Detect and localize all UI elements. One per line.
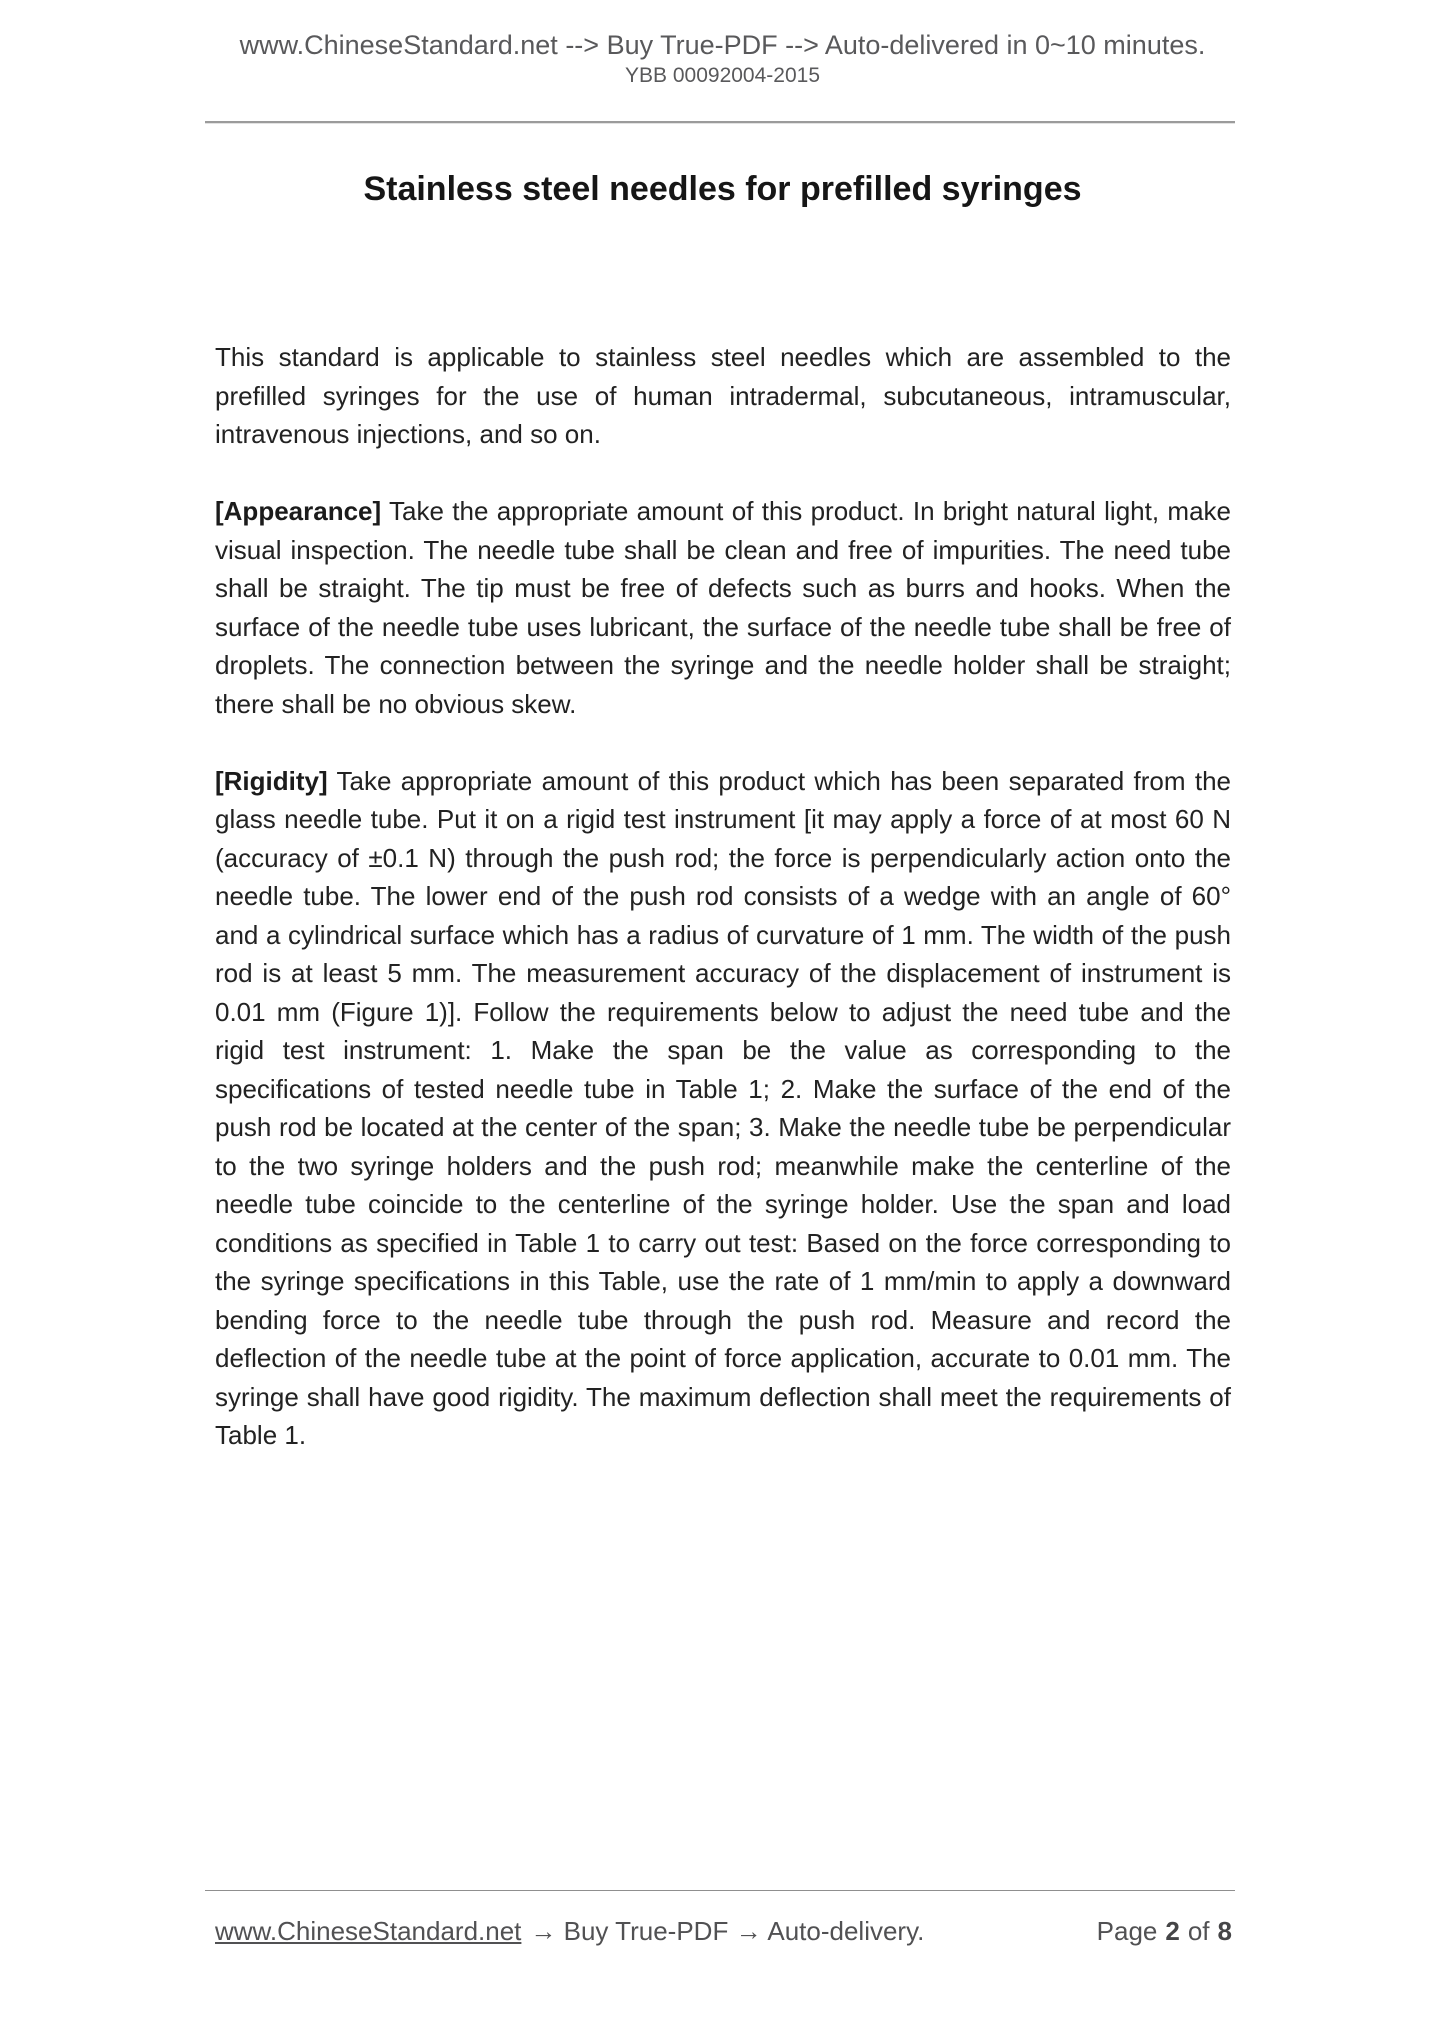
rigidity-text: Take appropriate amount of this product which has been separated from the glass needle tube. Put it on a rigid test instrument [it may apply a force of at most 60 N (accuracy of ±0.1 N) through the push rod; the force is perpendicularly action onto the needle tube. The lower end of the push rod consists of a wedge with an angle of 60° and a cylindrical surface which has a radius of curvature of 1 mm. The width of the push rod is at least 5 mm. The measurement accuracy of the displacement of instrument is 0.01 mm (Figure 1)]. Follow the requirements below to adjust the need tube and the rigid test instrument: 1. Make the span be the value as corresponding to the specifications of tested needle tube in Table 1; 2. Make the surface of the end of the push rod be located at the center of the span; 3. Make the needle tube be perpendicular to the two syringe holders and the push rod; meanwhile make the centerline of the needle tube coincide to the centerline of the syringe holder. Use the span and load conditions as specified in Table 1 to carry out test: Based on the force corresponding to the syringe specifications in this Table, use the rate of 1 mm/min to apply a downward bending force to the needle tube through the push rod. Measure and record the deflection of the needle tube at the point of force application, accurate to 0.01 mm. The syringe shall have good rigidity. The maximum deflection shall meet the requirements of Table 1.: [215, 765, 1231, 1450]
footer-divider: [205, 1890, 1235, 1891]
document-body: [215, 338, 1231, 1455]
paragraph-appearance: [215, 492, 1231, 723]
page-title: Stainless steel needles for prefilled syringes: [363, 170, 1082, 208]
paragraph-scope: This standard is applicable to stainless steel needles which are assembled to the prefilled syringes for the use of human intradermal, subcutaneous, intramuscular, intravenous injections, and so on.: [215, 342, 1231, 449]
current-page-number: 2: [1165, 1916, 1180, 1946]
appearance-text: Take the appropriate amount of this product. In bright natural light, make visual inspection. The needle tube shall be clean and free of impurities. The need tube shall be straight. The tip must be free of defects such as burrs and hooks. When the surface of the needle tube uses lubricant, the surface of the needle tube shall be free of droplets. The connection between the syringe and the needle holder shall be straight; there shall be no obvious skew.: [215, 496, 1231, 719]
page-label: Page: [1096, 1916, 1158, 1946]
rigidity-label: [Rigidity]: [215, 765, 328, 796]
footer-banner: [215, 1916, 924, 1947]
paragraph-rigidity: [215, 762, 1231, 1455]
appearance-label: [Appearance]: [215, 496, 382, 526]
header-standard-number: YBB 00092004-2015: [625, 64, 820, 87]
header-divider: [205, 121, 1235, 124]
header-banner-text: www.ChineseStandard.net --> Buy True-PDF --> Auto-delivered in 0~10 minutes.: [239, 30, 1206, 60]
total-page-number: 8: [1217, 1916, 1232, 1946]
page-indicator: [1097, 1916, 1232, 1947]
footer-banner-text: → Buy True-PDF → Auto-delivery.: [530, 1916, 925, 1946]
footer-site-link[interactable]: www.ChineseStandard.net: [215, 1916, 522, 1946]
of-label: of: [1187, 1916, 1210, 1946]
